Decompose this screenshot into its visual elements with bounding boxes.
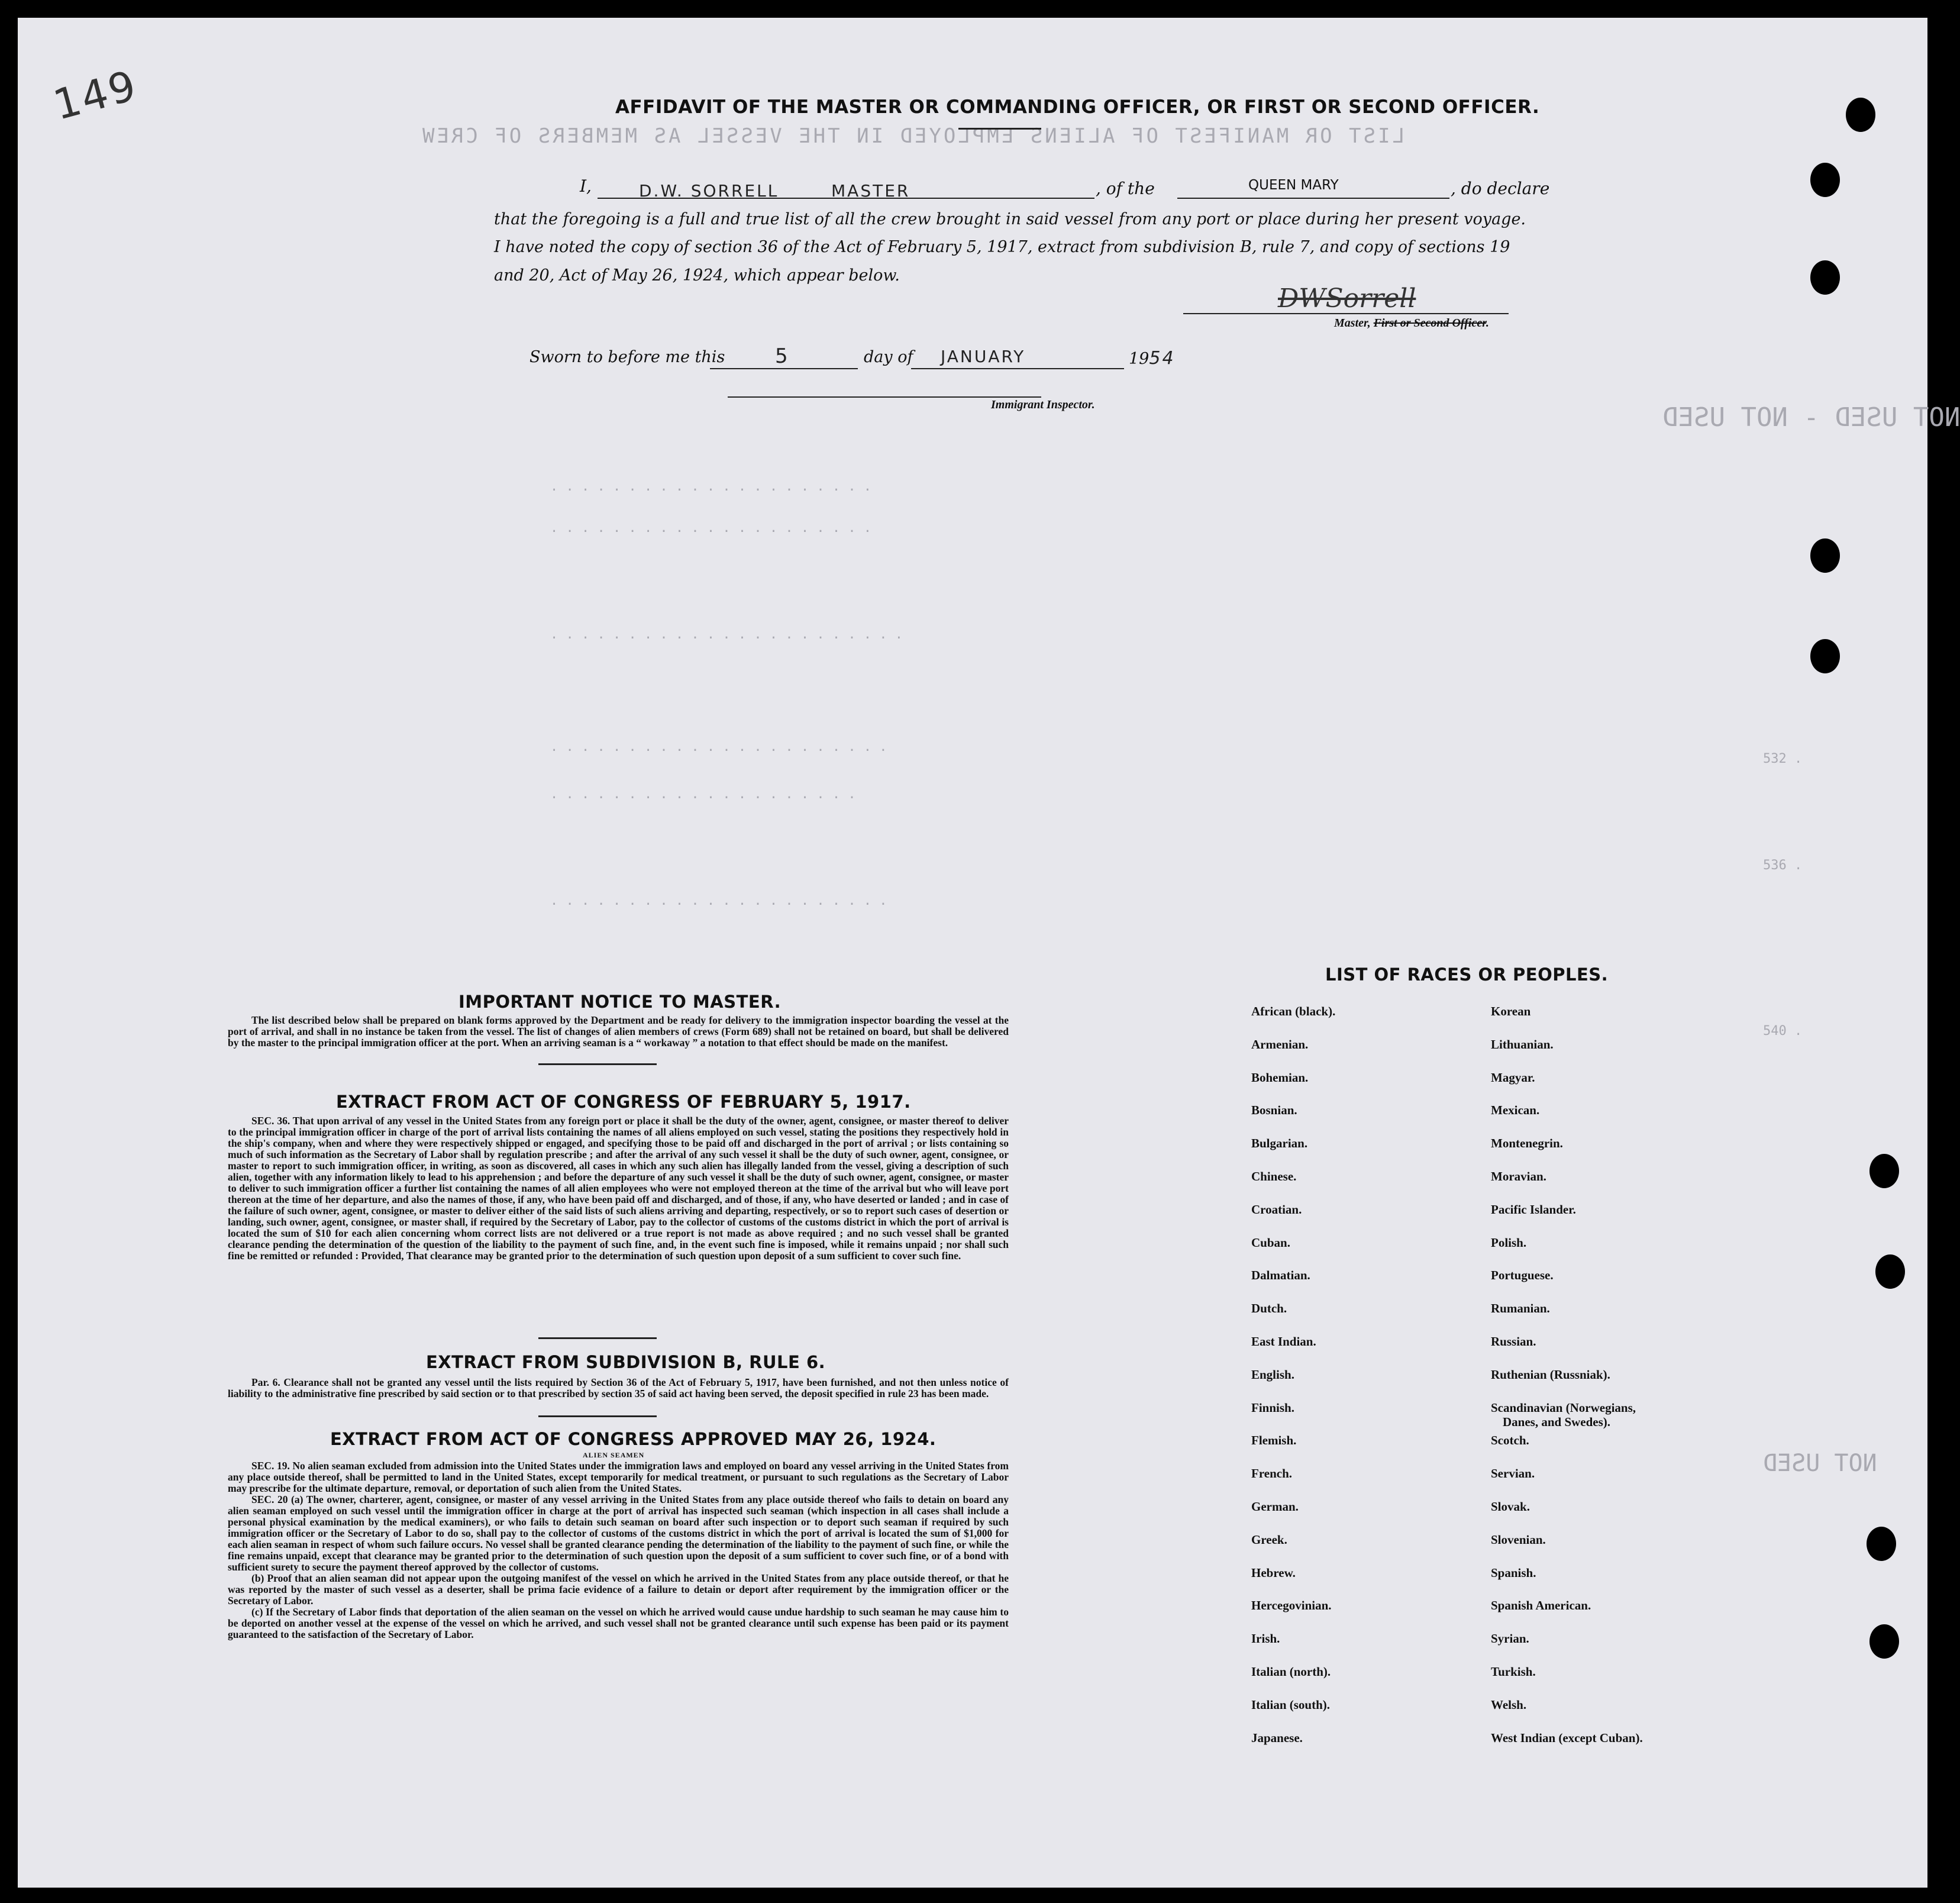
sec-20a-text: SEC. 20 (a) The owner, charterer, agent, consignee, or master of any vessel arriving in the United States from any place outside thereof who fails to detain on board any alien seaman employed on such vessel until the immigration officer in charge at the port of arrival has inspected such seaman (which inspection in all cases shall include a personal physical examination by the medical examiners), or who fails to detain such seaman on board after such inspection or to deport such seaman if required by such immigration officer or the Secretary of Labor to do so, shall pay to the collector of customs of the customs district in which the port of arrival is located the sum of $1,000 for each alien seaman in respect of whom such failure occurs. No vessel shall be granted clearance pending the determination of the liability to the payment of such fine, or while the fine remains unpaid, except that clearance may be granted prior to the determination of such question upon the deposit of a sum sufficient to cover such fine, or of a bond with sufficient surety to secure the payment thereof approved by the collector of customs. [228,1494,1009,1573]
extract-1917-title: EXTRACT FROM ACT OF CONGRESS OF FEBRUARY 5, 1917. [336,1092,911,1112]
race-item: Ruthenian (Russniak). [1491,1367,1610,1382]
race-item: West Indian (except Cuban). [1491,1730,1643,1745]
race-item: Polish. [1491,1235,1527,1250]
race-item: Lithuanian. [1491,1037,1554,1052]
alien-seamen-subtitle: ALIEN SEAMEN [583,1451,645,1459]
sworn-day-field [710,344,858,369]
sec-20c-text: (c) If the Secretary of Labor finds that deportation of the alien seaman on the vessel on which he arrived would cause undue hardship to such seaman he may cause him to be deported on another vessel at the expense of the vessel on which he arrived, and such vessel shall not be granted clearance until such expense has been paid or its payment guaranteed to the satisfaction of the Secretary of Labor. [228,1606,1009,1640]
race-item: Magyar. [1491,1070,1535,1085]
race-item: Spanish American. [1491,1598,1591,1613]
sworn-year [1129,348,1176,369]
day-of-label: day of [864,348,913,366]
race-item: Bosnian. [1251,1103,1297,1118]
race-item: Portuguese. [1491,1268,1554,1283]
race-item: Finnish. [1251,1400,1294,1415]
race-item: Rumanian. [1491,1301,1550,1316]
race-item: German. [1251,1499,1299,1514]
sec-20b-text: (b) Proof that an alien seaman did not appear upon the outgoing manifest of the vessel on which he arrived in the United States from any place outside thereof, or that he was reported by the master of such vessel as a deserter, shall be prima facie evidence of a failure to detain or deport after requirement by the immigration officer or the Secretary of Labor. [228,1572,1009,1607]
caption-master: Master, [1334,317,1371,330]
race-item: Armenian. [1251,1037,1309,1052]
race-item: Croatian. [1251,1202,1302,1217]
year-suffix: 54 [1149,348,1176,369]
declarant-name-field [598,178,1094,199]
race-item: Pacific Islander. [1491,1202,1576,1217]
race-item: Chinese. [1251,1169,1297,1183]
margin-note: 149 [48,60,143,130]
inspector-signature-line [728,391,1041,398]
subdivision-text: Par. 6. Clearance shall not be granted any vessel until the lists required by Section 36 of the Act of February 5, 1917, have been furnished, and not then unless notice of liability to the administrative fine prescribed by said section or to that prescribed by section 35 of said act having been served, the deposit specified in rule 23 has been made. [228,1376,1009,1399]
sec-19-text: SEC. 19. No alien seaman excluded from admission into the United States under the immigration laws and employed on board any vessel arriving in the United States from any place outside thereof, shall be permitted to land in the United States, except temporarily for medical treatment, or pursuant to such regulations as the Secretary of Labor may prescribe for the ultimate departure, removal, or deportation of such alien from the United States. [228,1460,1009,1494]
race-item: Hebrew. [1251,1565,1296,1580]
year-prefix: 19 [1129,350,1149,368]
notice-rule [538,1063,657,1065]
race-item: English. [1251,1367,1294,1382]
race-item: Moravian. [1491,1169,1546,1183]
race-item: Greek. [1251,1532,1287,1547]
sworn-month: JANUARY [941,347,1026,366]
race-item: Spanish. [1491,1565,1536,1580]
race-item: French. [1251,1466,1293,1481]
of-the-label: , of the [1096,179,1155,198]
inspector-caption: Immigrant Inspector. [991,398,1095,411]
caption-struck: First or Second Officer [1373,317,1486,330]
punch-hole [1846,98,1875,132]
declaration-line-1 [580,176,592,196]
punch-hole [1810,639,1840,673]
race-item: Dutch. [1251,1301,1287,1316]
race-item: East Indian. [1251,1334,1316,1349]
master-signature: DWSorrell [1278,283,1416,314]
vessel-name: QUEEN MARY [1248,178,1339,193]
punch-hole [1869,1624,1899,1659]
race-item: Irish. [1251,1631,1280,1646]
punch-hole [1867,1527,1896,1561]
punch-hole [1875,1254,1905,1289]
race-item: Scandinavian (Norwegians, [1491,1400,1636,1415]
declare-label: , do declare [1451,179,1550,198]
race-item: Japanese. [1251,1730,1303,1745]
race-item: Italian (south). [1251,1697,1331,1712]
signature-line [1183,283,1509,314]
extract-1917-rule [538,1337,657,1339]
race-item: Montenegrin. [1491,1136,1563,1151]
extract-1924-body [228,1460,1009,1640]
race-item: Scotch. [1491,1433,1529,1448]
notice-text: The list described below shall be prepared on blank forms approved by the Department and be ready for delivery to the immigration inspector boarding the vessel at the port of arrival, and shall in no instance be taken from the vessel. The list of changes of alien members of crews (Form 689) shall not be retained on board, but shall be delivered by the master to the principal immigration officer at the port. When an arriving seaman is a “ workaway ” a notation to that effect should be made on the manifest. [228,1014,1009,1049]
subdivision-rule [538,1415,657,1417]
race-item: Bohemian. [1251,1070,1309,1085]
affidavit-title: AFFIDAVIT OF THE MASTER OR COMMANDING OFFICER, OR FIRST OR SECOND OFFICER. [615,96,1540,118]
race-item: Russian. [1491,1334,1536,1349]
title-rule [958,128,1041,130]
race-item: Bulgarian. [1251,1136,1308,1151]
document-page: LIST OR MANIFEST OF ALIENS EMPLOYED IN THE VESSEL AS MEMBERS OF CREW NOT USED - NOT USED . . . . . . . . . . . . . . . . . . . . . . . . . . . . . . . . . . . . . . . . . . . . . . . . . . . . . . . . . . . . . . . . . . . . . . . . . . . . . . . . . . . . . . . . . . . . . . . . . . . . . . . . . . . . . . . . . . . . . . . . . . . . . . . . . 532 . 536 . 540 . NOT USED 149 AFFIDAVIT OF THE MASTER OR COMMANDING OFFICER, OR FIRST OR SECOND OFFICER. I, D.W. SORRELL MASTER , of the QUEEN MARY , do declare that the foregoing is a full and true list of all the crew brought in said vessel from any port or place during her present voyage. I have noted the copy of section 36 of the Act of February 5, 1917, extract from subdivision B, rule 7, and copy of sections 19 and 20, Act of May 26, 1924, which appear below. DWSorrell Master, First or Second Officer. Sworn to before me this 5 day of JANUARY 1954 Immigrant Inspector. IMPORTANT NOTICE TO MASTER. The list described below shall be prepared on blank forms approved by the Department and be ready for delivery to the immigration inspector boarding the vessel at the port of arrival, and shall in no instance be taken from the vessel. The list of changes of alien members of crews (Form 689) shall not be retained on board, but shall be delivered by the master to the principal immigration officer at the port. When an arriving seaman is a “ workaway ” a notation to that effect should be made on the manifest. EXTRACT FROM ACT OF CONGRESS OF FEBRUARY 5, 1917. SEC. 36. That upon arrival of any vessel in the United States from any foreign port or place it shall be the duty of the owner, agent, consignee, or master thereof to deliver to the principal immigration officer in charge of the port of arrival lists containing the names of all aliens employed on such vessel, stating the positions they respectively hold in the ship's company, when and where they were respectively shipped or engaged, and specifying those to be paid off and discharged in the port of arrival ; or lists containing so much of such information as the Secretary of Labor shall by regulation prescribe ; and after the arrival of any such vessel it shall be the duty of such owner, agent, consignee, or master to report to such immigration officer, in writing, as soon as discovered, all cases in which any such alien has illegally landed from the vessel, giving a description of such alien, together with any information likely to lead to his apprehension ; and before the departure of any such vessel it shall be the duty of such owner, agent, consignee, or master to deliver to such immigration officer a further list containing the names of all alien employees who were not employed thereon at the time of the arrival but who will leave port thereon at the time of her departure, and also the names of those, if any, who have been paid off and discharged, and of those, if any, who have deserted or landed ; and in case of the failure of such owner, agent, consignee, or master to deliver either of the said lists of such aliens arriving and departing, respectively, or so to report such cases of desertion or landing, such owner, agent, consignee, or master shall, if required by the Secretary of Labor, pay to the collector of customs of the customs district in which the port of arrival is located the sum of $10 for each alien concerning whom correct lists are not delivered or a true report is not made as above required ; and no such vessel shall be granted clearance pending the determination of the question of the liability to the payment of such fine, and, in the event such fine is imposed, while it remains unpaid ; nor shall such fine be remitted or refunded : Provided, That clearance may be granted prior to the determination of such question upon deposit of a sum sufficient to cover such fine. EXTRACT FROM SUBDIVISION B, RULE 6. Par. 6. Clearance shall not be granted any vessel until the lists required by Section 36 of the Act of February 5, 1917, have been furnished, and not then unless notice of liability to the administrative fine prescribed by said section or to that prescribed by section 35 of said act having been served, the deposit specified in rule 23 has been made. EXTRACT FROM ACT OF CONGRESS APPROVED MAY 26, 1924. ALIEN SEAMEN SEC. 19. No alien seaman excluded from admission into the United States under the immigration laws and employed on board any vessel arriving in the United States from any place outside thereof, shall be permitted to land in the United States, except temporarily for medical treatment, or pursuant to such regulations as the Secretary of Labor may prescribe for the ultimate departure, removal, or deportation of such alien from the United States. SEC. 20 (a) The owner, charterer, agent, consignee, or master of any vessel arriving in the United States from any place outside thereof who fails to detain on board any alien seaman employed on such vessel until the immigration officer in charge at the port of arrival has inspected such seaman (which inspection in all cases shall include a personal physical examination by the medical examiners), or who fails to detain such seaman on board after such inspection or to deport such seaman if required by such immigration officer or the Secretary of Labor to do so, shall pay to the collector of customs of the customs district in which the port of arrival is located the sum of $1,000 for each alien seaman in respect of whom such failure occurs. No vessel shall be granted clearance pending the determination of the liability to the payment of such fine, or while the fine remains unpaid, except that clearance may be granted prior to the determination of such question upon the deposit of a sum sufficient to cover such fine, or of a bond with sufficient surety to secure the payment thereof approved by the collector of customs. (b) Proof that an alien seaman did not appear upon the outgoing manifest of the vessel on which he arrived in the United States from any place outside thereof, or that he was reported by the master of such vessel as a deserter, shall be prima facie evidence of a failure to detain or deport after requirement by the immigration officer or the Secretary of Labor. (c) If the Secretary of Labor finds that deportation of the alien seaman on the vessel on which he arrived would cause undue hardship to such seaman he may cause him to be deported on another vessel at the expense of the vessel on which he arrived, and such vessel shall not be granted clearance until such expense has been paid or its payment guaranteed to the satisfaction of the Secretary of Labor. LIST OF RACES OR PEOPLES. African (black). Armenian. Bohemian. Bosnian. Bulgarian. Chinese. Croatian. Cuban. Dalmatian. Dutch. East Indian. English. Finnish. Flemish. French. German. Greek. Hebrew. Hercegovinian. Irish. Italian (north). Italian (south). Japanese. Korean Lithuanian. Magyar. Mexican. Montenegrin. Moravian. Pacific Islander. Polish. Portuguese. Rumanian. Russian. Ruthenian (Russniak). Scandinavian (Norwegians, Danes, and Swedes). Scotch. Servian. Slovak. Slovenian. Spanish. Spanish American. Syrian. Turkish. Welsh. West Indian (except Cuban). [18,18,1927,1888]
notice-title: IMPORTANT NOTICE TO MASTER. [458,992,782,1012]
punch-hole [1810,163,1840,197]
races-title: LIST OF RACES OR PEOPLES. [1325,965,1609,985]
declarant-name: D.W. SORRELL [639,181,779,201]
punch-hole [1869,1154,1899,1188]
race-item: Syrian. [1491,1631,1529,1646]
extract-1917-text: SEC. 36. That upon arrival of any vessel in the United States from any foreign port or place it shall be the duty of the owner, agent, consignee, or master thereof to deliver to the principal immigration officer in charge of the port of arrival lists containing the names of all aliens employed on such vessel, stating the positions they respectively hold in the ship's company, when and where they were respectively shipped or engaged, and specifying those to be paid off and discharged in the port of arrival ; or lists containing so much of such information as the Secretary of Labor shall by regulation prescribe ; and after the arrival of any such vessel it shall be the duty of such owner, agent, consignee, or master to report to such immigration officer, in writing, as soon as discovered, all cases in which any such alien has illegally landed from the vessel, giving a description of such alien, together with any information likely to lead to his apprehension ; and before the departure of any such vessel it shall be the duty of such owner, agent, consignee, or master to deliver to such immigration officer a further list containing the names of all alien employees who were not employed thereon at the time of the arrival but who will leave port thereon at the time of her departure, and also the names of those, if any, who have been paid off and discharged, and of those, if any, who have deserted or landed ; and in case of the failure of such owner, agent, consignee, or master to deliver either of the said lists of such aliens arriving and departing, respectively, or so to report such cases of desertion or landing, such owner, agent, consignee, or master shall, if required by the Secretary of Labor, pay to the collector of customs of the customs district in which the port of arrival is located the sum of $10 for each alien concerning whom correct lists are not delivered or a true report is not made as above required ; and no such vessel shall be granted clearance pending the determination of the question of the liability to the payment of such fine, and, in the event such fine is imposed, while it remains unpaid ; nor shall such fine be remitted or refunded : Provided, That clearance may be granted prior to the determination of such question upon deposit of a sum sufficient to cover such fine. [228,1115,1009,1262]
race-item: Korean [1491,1004,1531,1018]
declarant-rank: MASTER [831,181,910,201]
race-item: Flemish. [1251,1433,1297,1448]
vessel-field [1177,178,1449,199]
i-label: I, [580,176,592,196]
race-item: Slovenian. [1491,1532,1546,1547]
race-item: Italian (north). [1251,1665,1331,1679]
declaration-line-4: and 20, Act of May 26, 1924, which appear below. [494,266,900,285]
race-item: Hercegovinian. [1251,1598,1332,1613]
race-item: Danes, and Swedes). [1503,1414,1611,1429]
punch-hole [1810,260,1840,295]
declaration-line-2: that the foregoing is a full and true list of all the crew brought in said vessel from any port or place during her present voyage. [494,210,1526,228]
race-item: Turkish. [1491,1665,1536,1679]
subdivision-title: EXTRACT FROM SUBDIVISION B, RULE 6. [426,1352,826,1372]
sworn-day: 5 [775,344,790,368]
race-item: Dalmatian. [1251,1268,1310,1283]
race-item: Cuban. [1251,1235,1290,1250]
race-item: Slovak. [1491,1499,1530,1514]
extract-1924-title: EXTRACT FROM ACT OF CONGRESS APPROVED MAY 26, 1924. [330,1429,937,1449]
sworn-label: Sworn to before me this [529,348,725,366]
sworn-month-field [911,349,1124,369]
race-item: Mexican. [1491,1103,1540,1118]
race-item: Servian. [1491,1466,1535,1481]
race-item: African (black). [1251,1004,1336,1018]
race-item: Welsh. [1491,1697,1527,1712]
declaration-line-3: I have noted the copy of section 36 of the Act of February 5, 1917, extract from subdivision B, rule 7, and copy of sections 19 [494,238,1510,256]
punch-hole [1810,538,1840,573]
signature-caption: Master, First or Second Officer. [1334,317,1489,330]
